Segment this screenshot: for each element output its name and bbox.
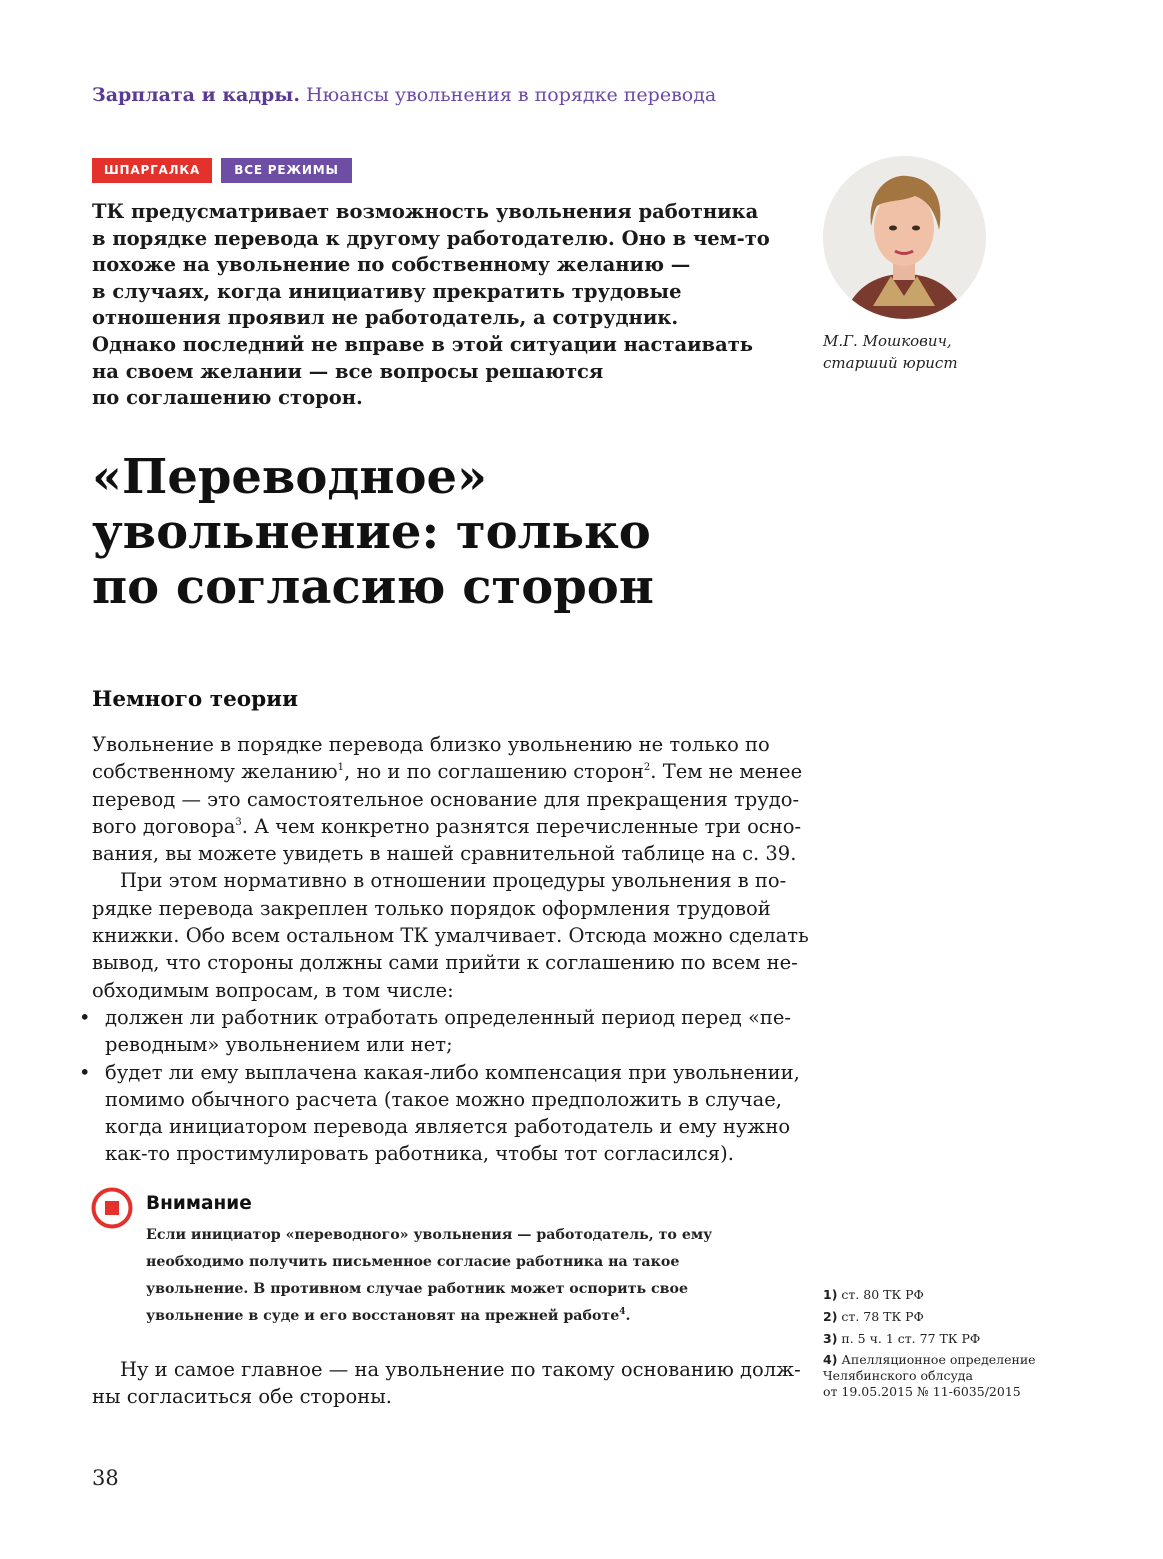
page-number: 38 [92,1466,119,1490]
author-portrait-icon [823,156,986,319]
footnote [823,1309,1053,1325]
lead-line: похоже на увольнение по собственному желанию — [92,253,691,277]
section-title: Зарплата и кадры. [92,84,300,106]
footnote-ref: 1 [337,762,345,774]
tag-all-regimes: ВСЕ РЕЖИМЫ [221,158,352,183]
bullet-text: помимо обычного расчета (такое можно предположить в случае, [105,1087,782,1111]
lead-line: по соглашению сторон. [92,386,363,410]
bullet-text: как-то простимулировать работника, чтобы тот согласился). [105,1142,734,1166]
footnote-text: п. 5 ч. 1 ст. 77 ТК РФ [841,1330,981,1346]
footnote-ref: 2 [643,762,651,774]
headline-line: увольнение: только [92,504,651,560]
body-line: вания, вы можете увидеть в нашей сравнительной таблице на с. 39. [92,842,797,866]
bullet-item [79,1059,800,1086]
body-line: При этом нормативно в отношении процедуры увольнения в по- [120,869,787,893]
footnote [823,1331,1053,1347]
lead-line: ТК предусматривает возможность увольнения работника [92,200,759,223]
footnote-text: от 19.05.2015 № 11-6035/2015 [823,1383,1021,1399]
body-text [79,731,809,1168]
headline-line: «Переводное» [92,449,488,505]
attention-line: увольнение. В противном случае работник может оспорить свое [146,1281,689,1297]
footnote-text: Челябинского облсуда [823,1368,973,1384]
footnote-number: 2) [823,1308,838,1324]
bullet-icon: • [79,1060,91,1084]
body-line: ны согласиться обе стороны. [92,1385,392,1409]
body-line: рядке перевода закреплен только порядок оформления трудовой [92,896,771,920]
bullet-text: будет ли ему выплачена какая-либо компенсация при увольнении, [105,1060,800,1084]
body-line: перевод — это самостоятельное основание для прекращения трудо- [92,787,800,811]
footnote-text: ст. 78 ТК РФ [841,1308,924,1324]
footnote [823,1352,1053,1399]
attention-line: Если инициатор «переводного» увольнения — работодатель, то ему [146,1227,713,1243]
lead-line: в порядке перевода к другому работодателю. Оно в чем-то [92,226,770,250]
topic-title: Нюансы увольнения в порядке перевода [306,84,717,106]
footnote-ref: 3 [235,816,242,828]
footnote-number: 1) [823,1287,838,1302]
author-role: старший юрист [823,354,958,372]
bullet-item [79,1004,792,1031]
footnote-text: Апелляционное определение [841,1352,1036,1368]
author-caption [823,330,958,374]
attention-icon [91,1187,133,1229]
footnote-ref: 4 [619,1307,626,1317]
footnote-text: ст. 80 ТК РФ [841,1287,924,1302]
body-fragment: . А чем конкретно разнятся перечисленные три осно- [241,814,802,838]
body-line: Увольнение в порядке перевода близко увольнению не только по [92,733,770,756]
footnote [823,1287,1053,1303]
headline-line: по согласию сторон [92,559,654,615]
article-headline [92,450,654,615]
attention-line [146,1303,786,1330]
tag-cheatsheet: ШПАРГАЛКА [92,158,212,183]
bullet-text: когда инициатором перевода является работодатель и ему нужно [105,1115,791,1139]
body-line: вывод, что стороны должны сами прийти к соглашению по всем не- [92,951,798,975]
body-fragment: . Тем не менее [650,760,803,784]
attention-title: Внимание [146,1193,252,1214]
attention-fragment: увольнение в суде и его восстановят на прежней работе [146,1308,620,1324]
bullet-icon: • [79,1005,91,1029]
footnote-number: 4) [823,1352,838,1368]
attention-fragment: . [625,1308,631,1324]
body-fragment: вого договора [92,814,236,838]
body-fragment: собственному желанию [92,760,338,784]
final-paragraph [92,1356,801,1411]
body-line [92,813,802,840]
attention-text [146,1222,786,1330]
author-name: М.Г. Мошкович, [823,332,952,350]
author-photo [823,156,986,319]
footnotes [823,1287,1053,1406]
footnote-number: 3) [823,1330,838,1346]
body-line: обходимым вопросам, в том числе: [92,978,454,1002]
body-line [92,758,803,785]
bullet-text: реводным» увольнением или нет; [105,1033,453,1057]
lead-line: отношения проявил не работодатель, а сотрудник. [92,306,679,330]
running-head [92,84,716,106]
lead-line: в случаях, когда инициативу прекратить трудовые [92,279,682,303]
lead-line: на своем желании — все вопросы решаются [92,359,604,383]
body-line: книжки. Обо всем остальном ТК умалчивает. Отсюда можно сделать [92,924,809,948]
body-line: Ну и самое главное — на увольнение по такому основанию долж- [120,1358,801,1381]
lead-line: Однако последний не вправе в этой ситуации настаивать [92,332,754,356]
section-subheading: Немного теории [92,687,299,712]
body-fragment: , но и по соглашению сторон [344,760,644,784]
lead-paragraph [92,199,792,412]
attention-line: необходимо получить письменное согласие работника на такое [146,1254,680,1270]
bullet-text: должен ли работник отработать определенный период перед «пе- [105,1005,792,1029]
